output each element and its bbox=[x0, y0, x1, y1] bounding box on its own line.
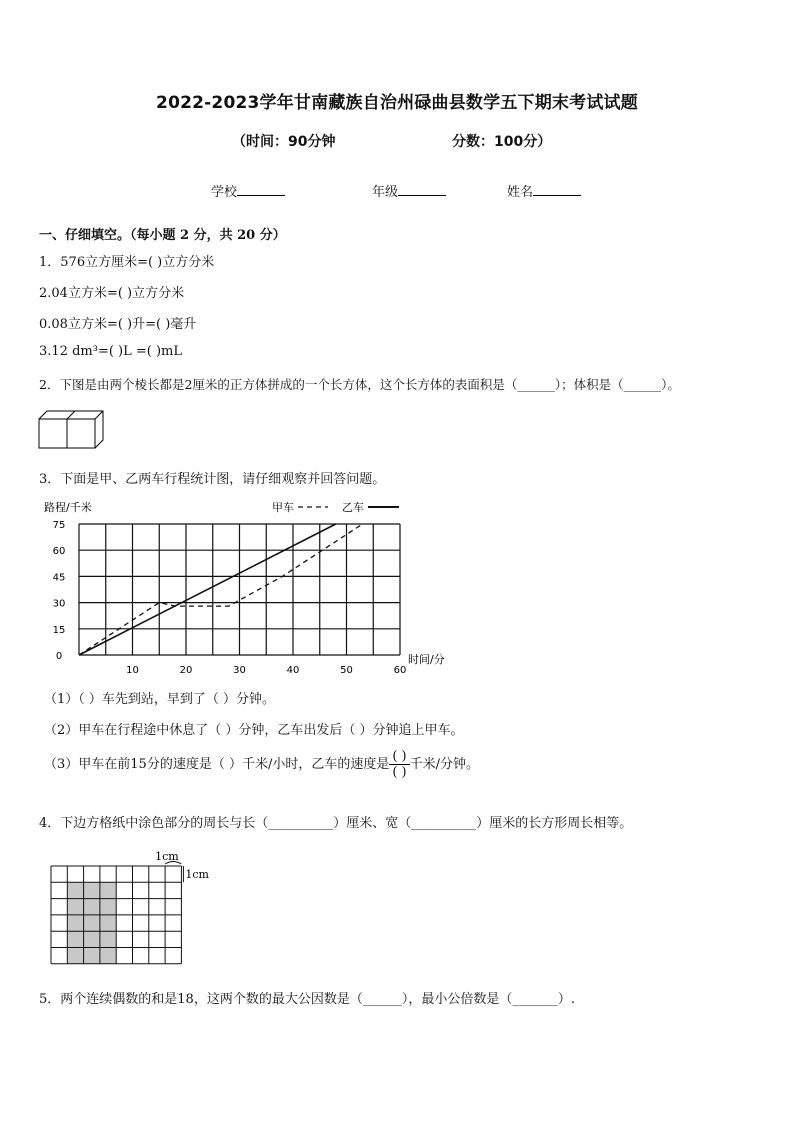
q1-line3: 0.08立方米=( )升=( )毫升 bbox=[39, 317, 197, 332]
q3-sub2: （2）甲车在行程途中休息了（ ）分钟，乙车出发后（ ）分钟追上甲车。 bbox=[44, 723, 464, 738]
y-tick-label: 0 bbox=[55, 651, 63, 662]
school-label: 学校 bbox=[211, 185, 238, 200]
shaded-cell bbox=[100, 882, 116, 898]
x-tick-label: 10 bbox=[126, 665, 139, 676]
q3-sub3-suffix: 千米/分钟。 bbox=[409, 757, 479, 772]
section-heading: 一、仔细填空。（每小题 2 分，共 20 分） bbox=[39, 228, 286, 243]
travel-chart bbox=[32, 497, 452, 682]
grade-blank[interactable] bbox=[398, 183, 446, 196]
x-tick-label: 20 bbox=[179, 665, 193, 676]
shaded-cell bbox=[67, 948, 83, 964]
chart-grid bbox=[79, 524, 400, 655]
q5-text: 5．两个连续偶数的和是18，这两个数的最大公因数是（______），最小公倍数是（_______）. bbox=[39, 992, 575, 1007]
grid-paper bbox=[46, 846, 226, 968]
cuboid-figure bbox=[38, 410, 108, 450]
unit-label-h: 1cm bbox=[155, 850, 179, 863]
q1-line4: 3.12 dm³=( )L =( )mL bbox=[39, 344, 182, 359]
shaded-cell bbox=[84, 882, 100, 898]
school-blank[interactable] bbox=[237, 183, 285, 196]
y-tick-label: 45 bbox=[52, 572, 66, 584]
name-blank[interactable] bbox=[533, 183, 581, 196]
grade-label: 年级 bbox=[372, 185, 399, 200]
shaded-cell bbox=[67, 931, 83, 947]
unit-label-v: 1cm bbox=[185, 868, 209, 881]
page-title: 2022-2023学年甘南藏族自治州碌曲县数学五下期末考试试题 bbox=[156, 93, 638, 113]
shaded-cell bbox=[84, 915, 100, 931]
shaded-cell bbox=[100, 931, 116, 947]
q4-text: 4．下边方格纸中涂色部分的周长与长（__________）厘米、宽（__________）厘米的长方形周长相等。 bbox=[39, 816, 633, 831]
x-tick-label: 30 bbox=[233, 665, 246, 676]
y-tick-label: 30 bbox=[52, 598, 66, 610]
shaded-cell bbox=[67, 882, 83, 898]
q3-sub3-prefix: （3）甲车在前15分的速度是（ ）千米/小时，乙车的速度是 bbox=[44, 757, 390, 772]
speed-fraction bbox=[389, 749, 409, 780]
shaded-cell bbox=[84, 948, 100, 964]
shaded-cell bbox=[67, 915, 83, 931]
shaded-cell bbox=[84, 899, 100, 915]
shaded-cell bbox=[100, 899, 116, 915]
y-tick-label: 15 bbox=[52, 624, 66, 636]
shaded-cell bbox=[84, 931, 100, 947]
exam-score: 分数：100分） bbox=[452, 134, 552, 150]
fraction-denominator[interactable]: ( ) bbox=[392, 765, 407, 780]
legend-jia-label: 甲车 bbox=[272, 501, 294, 514]
y-axis-label: 路程/千米 bbox=[44, 501, 92, 514]
series-yi-line bbox=[79, 524, 336, 655]
q3-text: 3．下面是甲、乙两车行程统计图，请仔细观察并回答问题。 bbox=[39, 472, 386, 487]
y-tick-label: 60 bbox=[52, 546, 66, 558]
legend-yi-label: 乙车 bbox=[342, 501, 364, 514]
name-label: 姓名 bbox=[507, 185, 534, 200]
x-tick-label: 40 bbox=[286, 665, 300, 676]
name-field bbox=[507, 181, 581, 200]
x-tick-label: 60 bbox=[393, 665, 407, 676]
shaded-cell bbox=[100, 915, 116, 931]
x-axis-label: 时间/分 bbox=[408, 653, 445, 666]
q2-text: 2．下图是由两个棱长都是2厘米的正方体拼成的一个长方体，这个长方体的表面积是（______）；体积是（______）。 bbox=[39, 377, 680, 392]
q3-sub3 bbox=[44, 749, 479, 780]
q1-line2: 2.04立方米=( )立方分米 bbox=[39, 286, 185, 301]
shaded-cell bbox=[100, 948, 116, 964]
y-tick-label: 75 bbox=[52, 520, 66, 531]
fraction-numerator[interactable]: ( ) bbox=[389, 749, 409, 765]
q1-line1: 1．576立方厘米=( )立方分米 bbox=[39, 255, 215, 270]
x-tick-label: 50 bbox=[340, 665, 353, 676]
grade-field bbox=[372, 181, 446, 200]
q3-sub1: （1）（ ）车先到站，早到了（ ）分钟。 bbox=[44, 692, 276, 707]
school-field bbox=[211, 181, 285, 200]
shaded-cell bbox=[67, 899, 83, 915]
exam-time: （时间：90分钟 bbox=[232, 134, 336, 150]
